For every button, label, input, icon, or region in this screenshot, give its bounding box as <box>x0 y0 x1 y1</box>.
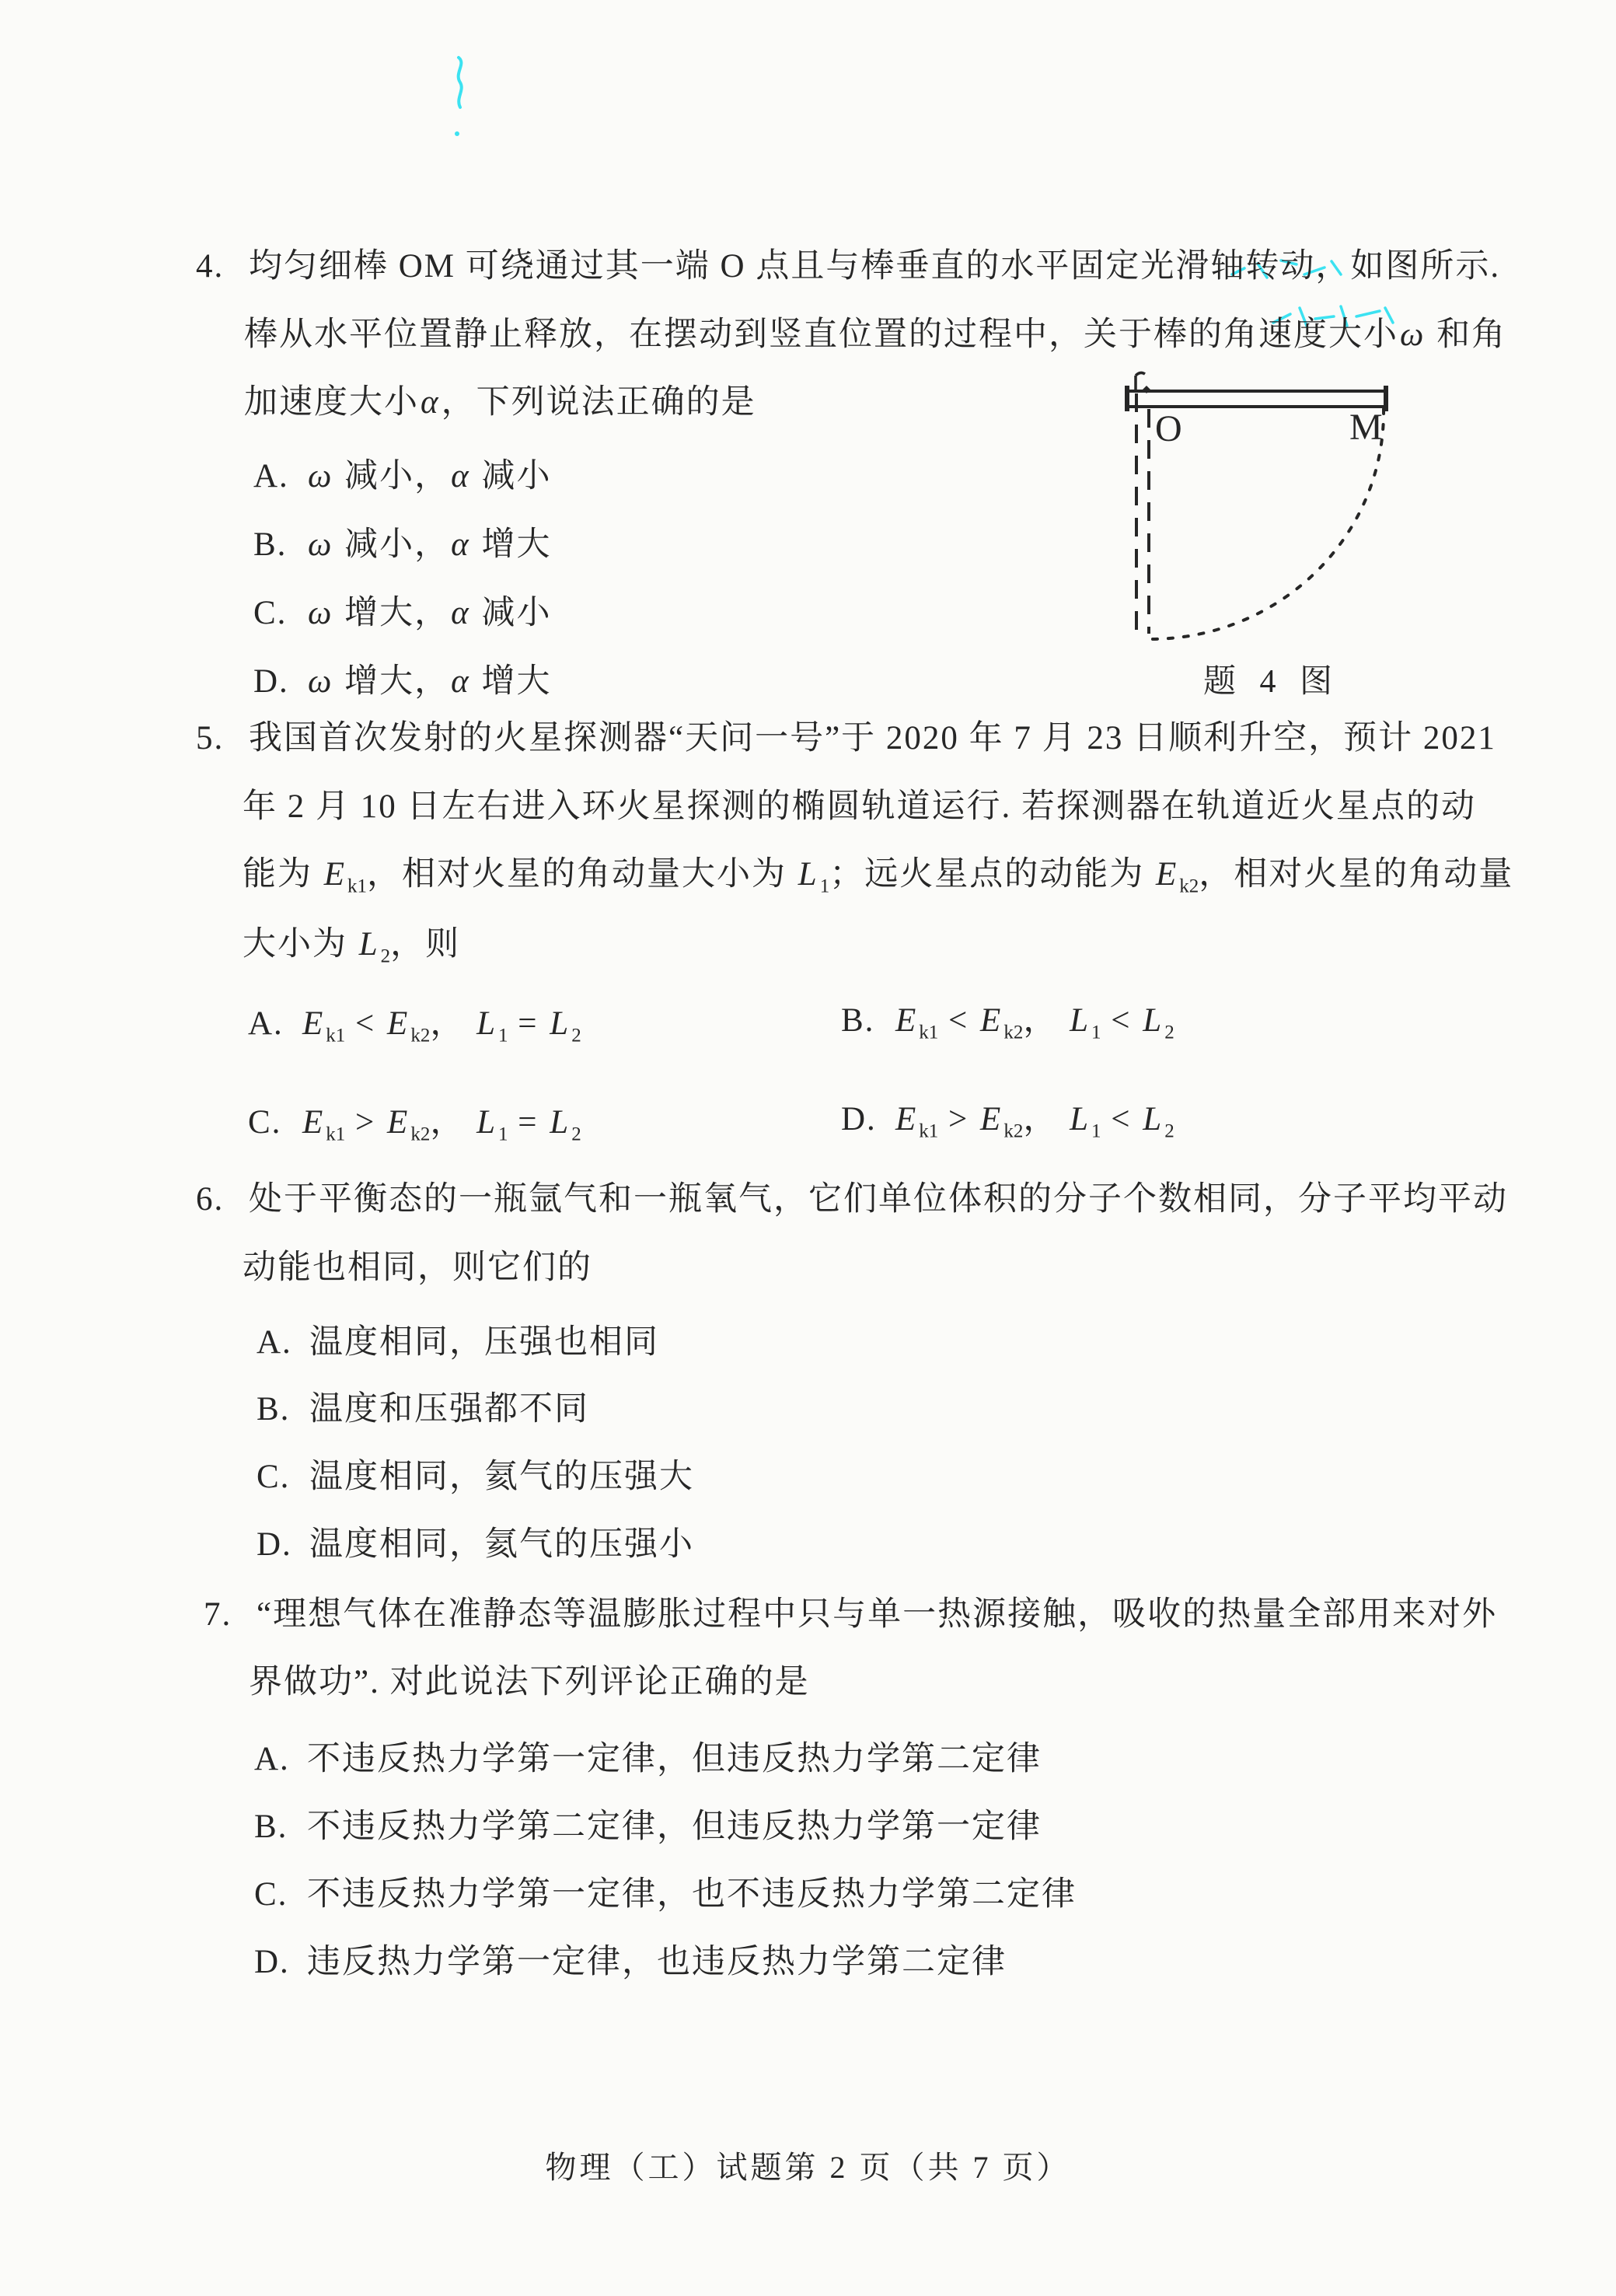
question-4-option-d-text: ω 增大，α 增大 <box>308 663 552 700</box>
question-5-option-b-text: $E_{k1} < E_{k2}$， $L_1 < L_2$ <box>895 1002 1174 1043</box>
question-5-option-d-text: $E_{k1} > E_{k2}$， $L_1 < L_2$ <box>895 1101 1174 1142</box>
question-4-option-a <box>253 457 551 495</box>
question-5-option-c <box>248 1103 581 1145</box>
question-6-option-b-text: 温度和压强都不同 <box>309 1391 589 1428</box>
rod-label-m: M <box>1349 407 1383 448</box>
question-6-option-c-label: C. <box>257 1459 291 1495</box>
question-4-option-a-text: ω 减小，α 减小 <box>308 458 552 494</box>
question-7-option-d <box>254 1943 1007 1981</box>
question-5-option-b <box>841 1001 1174 1043</box>
question-5-option-a-text: $E_{k1} < E_{k2}$， $L_1 = L_2$ <box>302 1005 581 1047</box>
question-6-line-1 <box>196 1180 1508 1218</box>
question-7-number: 7. <box>204 1596 232 1633</box>
question-4-option-d-label: D. <box>253 663 289 700</box>
question-4-option-c-text: ω 增大，α 减小 <box>308 595 552 631</box>
question-6-option-a-label: A. <box>257 1324 292 1361</box>
question-5-stem-line-2: 年 2 月 10 日左右进入环火星探测的椭圆轨道运行. 若探测器在轨道近火星点的动 <box>243 788 1476 825</box>
rod <box>1127 391 1386 407</box>
question-6-option-a <box>257 1323 659 1361</box>
question-6-option-c-text: 温度相同，氦气的压强大 <box>309 1459 694 1495</box>
question-4-option-b-label: B. <box>253 526 288 563</box>
question-4-figure <box>1112 365 1407 665</box>
question-4-option-a-label: A. <box>253 458 289 494</box>
question-6-option-d-label: D. <box>257 1526 292 1563</box>
question-6-option-a-text: 温度相同，压强也相同 <box>309 1324 659 1361</box>
question-5-option-a <box>248 1005 581 1047</box>
question-7-option-c <box>254 1875 1077 1913</box>
question-4-stem-line-3: 加速度大小α，下列说法正确的是 <box>244 384 756 421</box>
question-7-option-d-text: 违反热力学第一定律，也违反热力学第二定律 <box>307 1944 1007 1980</box>
question-7-option-a-text: 不违反热力学第一定律，但违反热力学第二定律 <box>307 1741 1042 1777</box>
question-4-option-b-text: ω 减小，α 增大 <box>308 526 552 563</box>
question-6-option-c <box>257 1458 694 1496</box>
question-4-option-c-label: C. <box>253 595 288 631</box>
question-7-option-d-label: D. <box>254 1944 290 1980</box>
question-6-number: 6. <box>196 1181 225 1218</box>
question-7-stem-line-1: “理想气体在准静态等温膨胀过程中只与单一热源接触，吸收的热量全部用来对外 <box>257 1596 1498 1633</box>
question-4-option-c <box>253 594 551 632</box>
question-4-stem-line-1: 均匀细棒 OM 可绕通过其一端 O 点且与棒垂直的水平固定光滑轴转动，如图所示. <box>249 248 1501 285</box>
question-7-line-1 <box>204 1595 1497 1634</box>
question-4-option-d <box>253 662 551 701</box>
question-6-option-d-text: 温度相同，氦气的压强小 <box>309 1526 694 1563</box>
question-4-line-1 <box>196 247 1500 285</box>
question-6-option-b-label: B. <box>257 1391 291 1428</box>
question-5-line-1 <box>196 719 1496 757</box>
question-5-stem-line-3: 能为 $E_{k1}$，相对火星的角动量大小为 $L_1$；远火星点的动能为 $E_{k2}$，相对火星的角动量 <box>243 856 1514 897</box>
question-6-stem-line-1: 处于平衡态的一瓶氩气和一瓶氧气，它们单位体积的分子个数相同，分子平均平动 <box>249 1181 1508 1218</box>
question-7-option-b <box>254 1808 1042 1846</box>
question-7-option-a <box>254 1740 1042 1778</box>
question-5-option-d-label: D. <box>841 1101 877 1138</box>
rod-label-o: O <box>1155 408 1182 449</box>
question-7-option-c-text: 不违反热力学第一定律，也不违反热力学第二定律 <box>307 1876 1077 1913</box>
question-6-option-d <box>257 1525 694 1564</box>
question-4-option-b <box>253 526 551 564</box>
question-5-stem-line-1: 我国首次发射的火星探测器“天问一号”于 2020 年 7 月 23 日顺利升空，预计 2021 <box>249 720 1496 757</box>
question-7-option-b-label: B. <box>254 1808 288 1845</box>
scan-artifact-top <box>448 53 482 146</box>
question-6-option-b <box>257 1390 589 1428</box>
question-5-option-c-text: $E_{k1} > E_{k2}$， $L_1 = L_2$ <box>302 1104 581 1145</box>
question-5-number: 5. <box>196 720 225 757</box>
question-4-number: 4. <box>196 248 225 285</box>
question-4-stem-line-2: 棒从水平位置静止释放，在摆动到竖直位置的过程中，关于棒的角速度大小ω 和角 <box>244 316 1507 353</box>
question-7-option-c-label: C. <box>254 1876 288 1913</box>
question-7-option-a-label: A. <box>254 1741 290 1777</box>
question-5-option-c-label: C. <box>248 1104 282 1141</box>
swing-arc <box>1149 409 1384 639</box>
question-7-option-b-text: 不违反热力学第二定律，但违反热力学第一定律 <box>307 1808 1042 1845</box>
question-5-stem-line-4: 大小为 $L_2$，则 <box>243 926 461 967</box>
question-4-figure-caption: 题 4 图 <box>1203 664 1341 700</box>
question-5-option-a-label: A. <box>248 1005 284 1042</box>
pivot-hook <box>1136 372 1145 391</box>
question-5-option-d <box>841 1100 1174 1142</box>
question-6-stem-line-2: 动能也相同，则它们的 <box>243 1249 592 1286</box>
question-7-stem-line-2: 界做功”. 对此说法下列评论正确的是 <box>249 1664 810 1700</box>
question-5-option-b-label: B. <box>841 1002 875 1039</box>
page-footer: 物理（工）试题第 2 页（共 7 页） <box>545 2150 1071 2185</box>
